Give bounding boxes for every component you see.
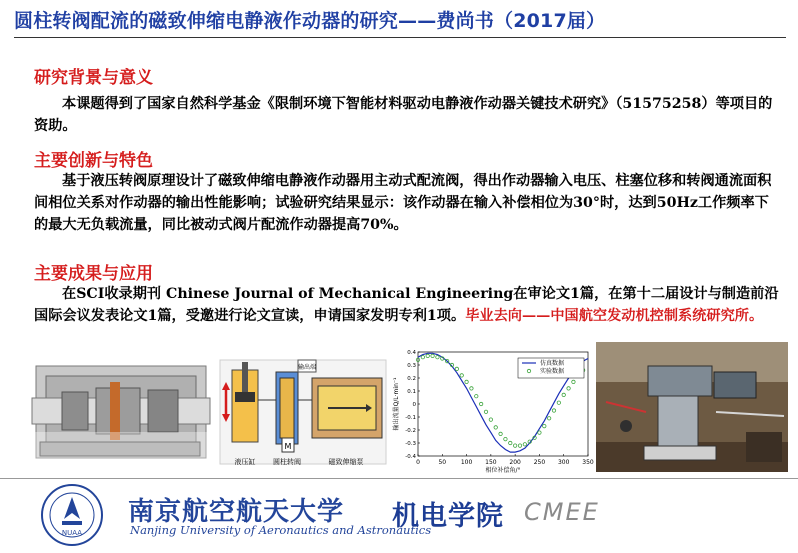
flow-phase-chart — [390, 342, 598, 476]
actuator-schematic — [218, 352, 388, 474]
paragraph-innovation: 基于液压转阀原理设计了磁致伸缩电静液作动器用主动式配流阀，得出作动器输入电压、柱塞位移和转阀通流面积间相位关系对作动器的输出性能影响；试验研究结果显示：该作动器在输入补偿相位为30°时，达到50Hz工作频率下的最大无负载流量，同比被动式阀片配流作动器提高70%。 — [34, 173, 772, 233]
y-tick-label: -0.1 — [405, 415, 416, 421]
label-cylinder: 液压缸 — [234, 458, 256, 466]
y-tick-label: 0 — [412, 402, 416, 408]
university-name-en: Nanjing University of Aeronautics and Astronautics — [130, 523, 432, 537]
cad-cutaway-image — [22, 352, 218, 472]
heading-results: 主要成果与应用 — [34, 264, 153, 284]
label-rotary-valve: 圆柱转阀 — [273, 458, 301, 466]
x-axis-label: 相位补偿角/° — [485, 467, 521, 474]
x-tick-label: 100 — [460, 459, 473, 466]
test-rig-photo — [596, 342, 788, 472]
motor-label: M — [284, 442, 292, 451]
career-destination: 毕业去向——中国航空发动机控制系统研究所。 — [465, 308, 764, 324]
results-text: 在SCI收录期刊 Chinese Journal of Mechanical Engineering在审论文1篇，在第十二届设计与制造前沿国际会议发表论文1篇，受邀进行论文宣读，申请国家发明专利1项。 — [34, 286, 779, 324]
y-tick-label: 0.3 — [407, 363, 416, 369]
y-tick-label: -0.4 — [405, 454, 416, 460]
title-rule — [14, 37, 786, 38]
x-tick-label: 200 — [509, 459, 521, 466]
university-seal-logo — [40, 483, 104, 547]
legend-label: 实验数据 — [540, 368, 565, 375]
paragraph-background: 本课题得到了国家自然科学基金《限制环境下智能材料驱动电静液作动器关键技术研究》（51575258）等项目的资助。 — [34, 96, 773, 134]
university-name-cn: 南京航空航天大学 — [128, 497, 345, 527]
x-tick-label: 50 — [438, 459, 447, 466]
seal-text: NUAA — [61, 529, 83, 537]
heading-background: 研究背景与意义 — [34, 68, 153, 88]
college-name: 机电学院 — [392, 501, 504, 532]
x-tick-label: 0 — [416, 459, 420, 466]
x-tick-label: 300 — [557, 459, 570, 466]
x-tick-label: 150 — [485, 459, 497, 466]
heading-innovation: 主要创新与特色 — [34, 151, 153, 171]
y-tick-label: -0.3 — [405, 441, 416, 447]
y-tick-label: -0.2 — [405, 428, 416, 434]
paragraph-results — [34, 283, 782, 327]
legend-label: 仿真数据 — [540, 360, 565, 367]
x-tick-label: 350 — [582, 459, 594, 466]
label-mag-pump: 磁致伸缩泵 — [328, 458, 364, 466]
college-abbreviation: CMEE — [524, 498, 600, 526]
page-title: 圆柱转阀配流的磁致伸缩电静液作动器的研究——费尚书（2017届） — [14, 10, 606, 32]
output-label: 输出端 — [297, 364, 317, 371]
y-tick-label: 0.4 — [407, 350, 416, 356]
x-tick-label: 250 — [533, 459, 546, 466]
y-axis-label: 输出流量Q/L·min⁻¹ — [393, 377, 400, 431]
y-tick-label: 0.2 — [407, 376, 416, 382]
y-tick-label: 0.1 — [407, 389, 416, 395]
footer-divider — [0, 478, 798, 479]
